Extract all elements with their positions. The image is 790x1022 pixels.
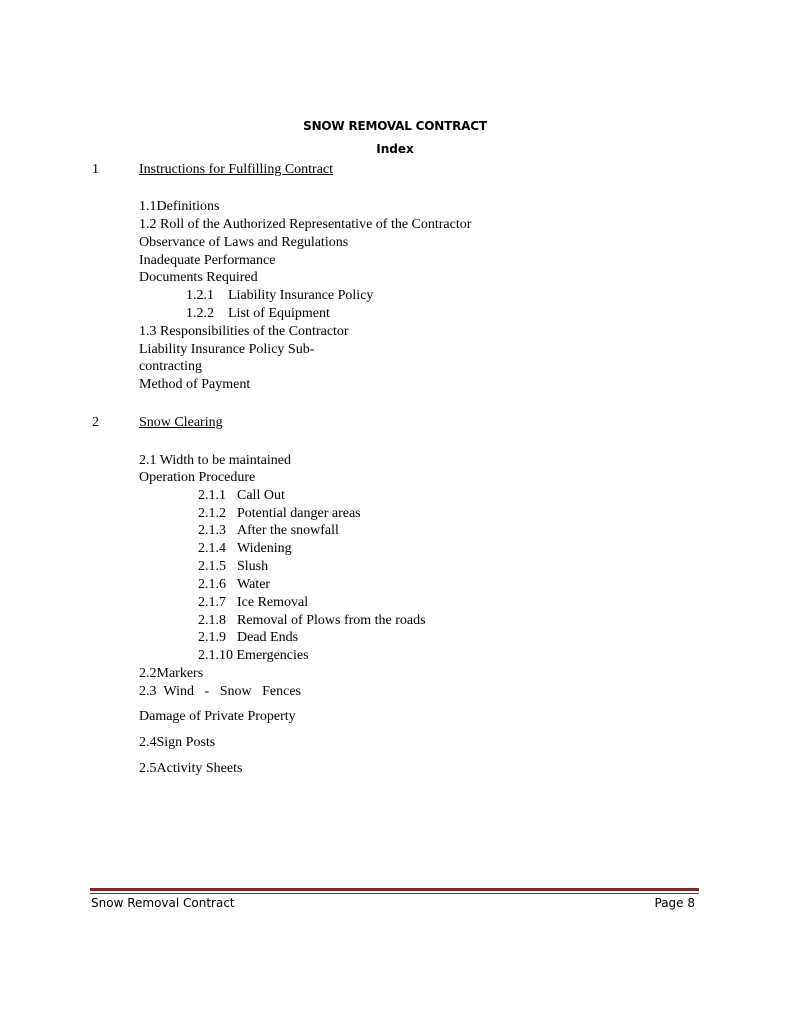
section-2-number: 2 [92,415,99,430]
footer-page-number: Page 8 [654,896,695,910]
index-item-activity: 2.5Activity Sheets [139,761,243,776]
index-item-sign-posts: 2.4Sign Posts [139,735,216,750]
index-subitem-label: Potential danger areas [237,506,361,521]
index-subitem-label: Ice Removal [237,595,309,610]
document-subtitle: Index [376,142,414,156]
index-subitem-number: 2.1.7 [198,595,226,610]
index-subitem-number: 2.1.10 [198,648,233,663]
fences-number: 2.3 [139,684,157,699]
index-subitem-label: Slush [237,559,269,574]
index-subitem-number: 2.1.9 [198,630,226,645]
index-subitem [186,306,330,322]
index-subitem-label: Liability Insurance Policy [228,288,374,303]
index-subitem-number: 2.1.4 [198,541,226,556]
index-subitem-number: 2.1.1 [198,488,226,503]
index-subitem-label: Removal of Plows from the roads [237,613,426,628]
index-subitem [186,288,373,304]
index-subitem [198,595,308,611]
index-subitem [198,648,309,664]
section-1-number: 1 [92,162,99,177]
index-subitem [198,506,361,522]
index-subitem-label: After the snowfall [237,523,339,538]
fences-word-snow: Snow [219,684,252,699]
index-subitem [198,488,285,504]
footer-rule-thick [90,888,699,891]
index-item-damage: Damage of Private Property [139,709,296,724]
index-item-responsibilities: 1.3 Responsibilities of the Contractor [139,324,349,339]
footer-document-name: Snow Removal Contract [91,896,235,910]
index-subitem-number: 1.2.1 [186,288,214,303]
section-1-title: Instructions for Fulfilling Contract [139,162,334,177]
index-subitem [198,630,298,646]
index-subitem [198,541,292,557]
index-item-roll: 1.2 Roll of the Authorized Representative of the Contractor [139,217,472,232]
fences-word-wind: Wind [163,684,195,699]
index-subitem-number: 2.1.3 [198,523,226,538]
index-subitem-number: 2.1.8 [198,613,226,628]
index-subitem-number: 2.1.2 [198,506,226,521]
section-2-title: Snow Clearing [139,415,223,430]
fences-word-fences: Fences [262,684,302,699]
index-item-inadequate: Inadequate Performance [139,253,276,268]
index-subitem [198,577,270,593]
index-item-fences [139,684,301,700]
index-item-contracting: contracting [139,359,202,374]
index-item-operation: Operation Procedure [139,470,256,485]
index-subitem-label: Widening [237,541,292,556]
index-subitem-label: Call Out [237,488,285,503]
index-subitem [198,559,268,575]
index-subitem-number: 2.1.6 [198,577,226,592]
index-subitem [198,613,426,629]
index-item-width: 2.1 Width to be maintained [139,453,291,468]
footer-rule-thin [90,893,699,894]
index-item-payment: Method of Payment [139,377,251,392]
index-item-definitions: 1.1Definitions [139,199,220,214]
index-item-liability-sub: Liability Insurance Policy Sub- [139,342,315,357]
fences-dash: - [204,684,210,699]
index-subitem-label: List of Equipment [228,306,330,321]
index-subitem-label: Water [237,577,271,592]
index-subitem-label: Emergencies [236,648,309,663]
index-subitem-label: Dead Ends [237,630,299,645]
index-item-observance: Observance of Laws and Regulations [139,235,349,250]
index-item-documents: Documents Required [139,270,258,285]
index-subitem [198,523,339,539]
index-item-markers: 2.2Markers [139,666,204,681]
document-title: SNOW REMOVAL CONTRACT [303,119,487,133]
index-subitem-number: 1.2.2 [186,306,214,321]
index-subitem-number: 2.1.5 [198,559,226,574]
